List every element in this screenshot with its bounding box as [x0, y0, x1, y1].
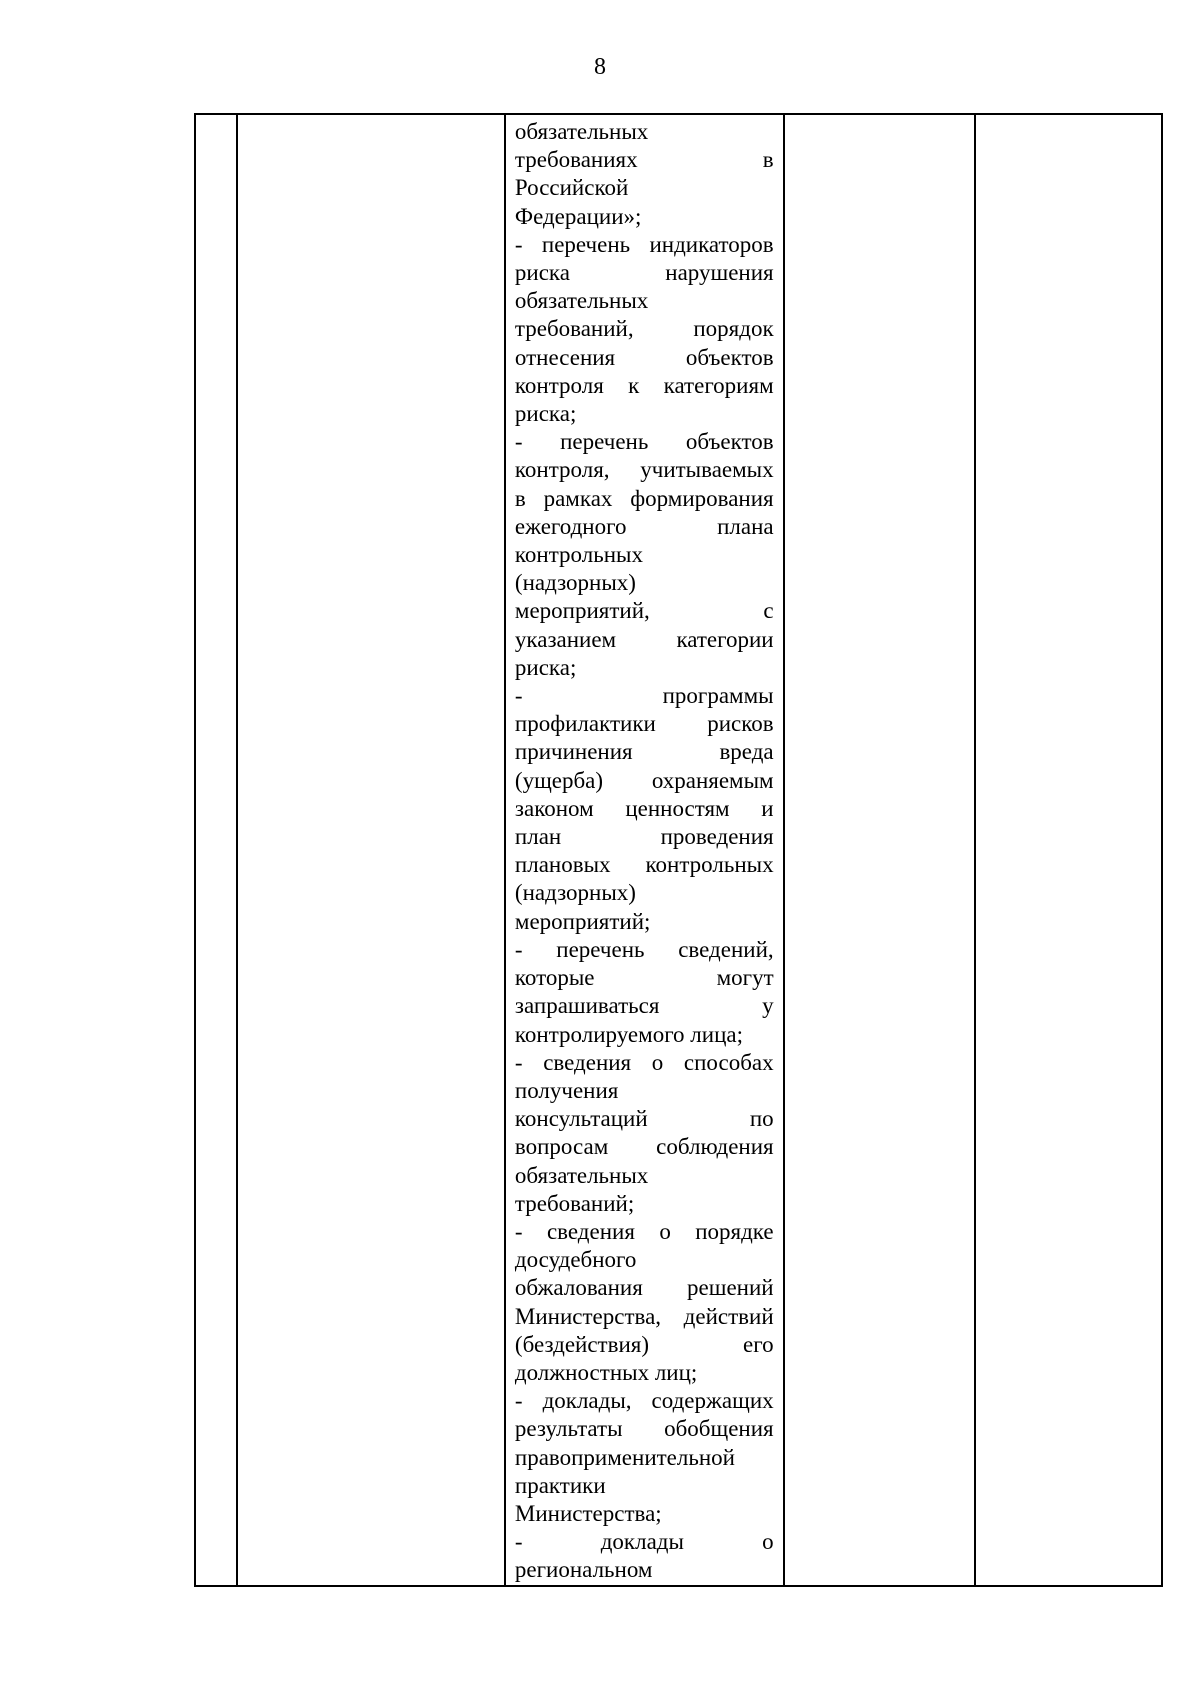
text-line: получения	[514, 1077, 619, 1103]
text-line: Министерства;	[514, 1500, 662, 1526]
cell-responsible	[784, 114, 975, 1586]
text-line: региональном	[514, 1557, 653, 1583]
text-line: контроля к категориям	[514, 372, 774, 398]
text-line: - перечень объектов	[514, 429, 774, 455]
text-line: - сведения о способах	[514, 1049, 774, 1075]
text-line: профилактики рисков	[514, 711, 774, 737]
text-line: - перечень сведений,	[514, 936, 774, 962]
cell-information-list	[505, 114, 784, 1586]
text-line: обязательных	[514, 1162, 649, 1188]
text-line: - доклады о	[514, 1529, 774, 1555]
information-list-text	[506, 115, 783, 1585]
text-line: запрашиваться у	[514, 993, 774, 1019]
text-line: в рамках формирования	[514, 485, 774, 511]
text-line: плановых контрольных	[514, 852, 774, 878]
text-line: Министерства, действий	[514, 1303, 774, 1329]
document-table	[194, 113, 1163, 1587]
page-number: 8	[594, 54, 606, 80]
table-row	[195, 114, 1162, 1586]
text-line: причинения вреда	[514, 739, 774, 765]
text-line: контроля, учитываемых	[514, 457, 774, 483]
text-line: должностных лиц;	[514, 1359, 698, 1385]
text-line: результаты обобщения	[514, 1416, 774, 1442]
text-line: вопросам соблюдения	[514, 1134, 774, 1160]
text-line: указанием категории	[514, 626, 774, 652]
text-line: риска;	[514, 401, 577, 427]
text-line: которые могут	[514, 965, 774, 991]
text-line: (ущерба) охраняемым	[514, 767, 774, 793]
text-line: отнесения объектов	[514, 344, 774, 370]
text-line: требованиях в	[514, 147, 774, 173]
text-line: мероприятий, с	[514, 598, 774, 624]
text-line: план проведения	[514, 824, 774, 850]
text-line: досудебного	[514, 1247, 637, 1273]
text-line: - доклады, содержащих	[514, 1388, 774, 1414]
cell-number	[195, 114, 237, 1586]
text-line: требований;	[514, 1190, 635, 1216]
text-line: обжалования решений	[514, 1275, 774, 1301]
text-line: обязательных	[514, 288, 649, 314]
text-line: - программы	[514, 683, 774, 709]
text-line: риска нарушения	[514, 260, 774, 286]
text-line: (надзорных)	[514, 570, 636, 596]
text-line: - сведения о порядке	[514, 1218, 774, 1244]
text-line: риска;	[514, 654, 577, 680]
text-line: практики	[514, 1472, 606, 1498]
text-line: (надзорных)	[514, 880, 636, 906]
text-line: ежегодного плана	[514, 513, 774, 539]
text-line: контролируемого лица;	[514, 1021, 743, 1047]
cell-deadline	[975, 114, 1162, 1586]
text-line: (бездействия) его	[514, 1331, 774, 1357]
text-line: правоприменительной	[514, 1444, 735, 1470]
text-line: консультаций по	[514, 1106, 774, 1132]
text-line: обязательных	[514, 119, 649, 144]
text-line: мероприятий;	[514, 908, 651, 934]
text-line: законом ценностям и	[514, 795, 774, 821]
cell-control-type	[237, 114, 505, 1586]
text-line: Российской	[514, 175, 629, 201]
text-line: контрольных	[514, 542, 643, 568]
text-line: - перечень индикаторов	[514, 231, 774, 257]
text-line: Федерации»;	[514, 203, 642, 229]
text-line: требований, порядок	[514, 316, 774, 342]
